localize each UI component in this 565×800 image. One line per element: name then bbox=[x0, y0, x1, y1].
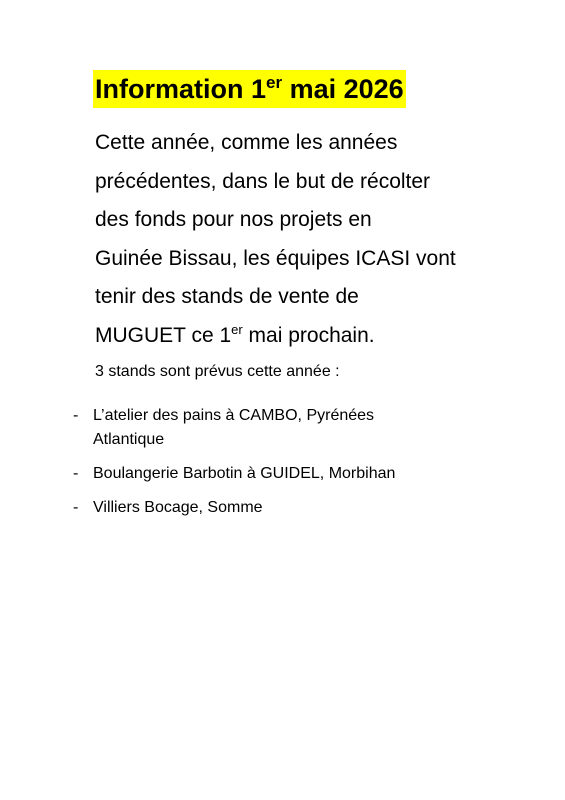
intro-line-4: Guinée Bissau, les équipes ICASI vont bbox=[95, 246, 456, 270]
stand-1-line-1: L’atelier des pains à CAMBO, Pyrénées bbox=[93, 407, 375, 424]
stands-list bbox=[73, 404, 533, 530]
intro-line-6-suffix: mai prochain. bbox=[242, 323, 375, 347]
bullet-dash: - bbox=[73, 465, 79, 482]
bullet-dash: - bbox=[73, 499, 79, 516]
intro-line-6 bbox=[95, 317, 535, 356]
stand-3-line-1: Villiers Bocage, Somme bbox=[93, 499, 263, 516]
intro-line-5: tenir des stands de vente de bbox=[95, 285, 359, 308]
list-item bbox=[73, 404, 533, 452]
title-prefix: Information 1 bbox=[95, 74, 267, 104]
stand-2-line-1: Boulangerie Barbotin à GUIDEL, Morbihan bbox=[93, 465, 396, 482]
intro-line-3: des fonds pour nos projets en bbox=[95, 208, 372, 231]
stands-intro: 3 stands sont prévus cette année : bbox=[95, 363, 340, 380]
list-item bbox=[73, 462, 533, 486]
intro-line-1: Cette année, comme les années bbox=[95, 131, 398, 154]
bullet-dash: - bbox=[73, 407, 79, 424]
page-title bbox=[93, 70, 406, 108]
title-suffix: mai 2026 bbox=[282, 74, 404, 104]
intro-paragraph bbox=[95, 124, 535, 355]
intro-line-6-prefix: MUGUET ce 1 bbox=[95, 323, 232, 347]
list-item bbox=[73, 496, 533, 520]
title-superscript: er bbox=[266, 73, 283, 92]
intro-line-2: précédentes, dans le but de récolter bbox=[95, 169, 431, 193]
stand-1-line-2: Atlantique bbox=[93, 431, 165, 448]
intro-line-6-superscript: er bbox=[231, 321, 243, 337]
